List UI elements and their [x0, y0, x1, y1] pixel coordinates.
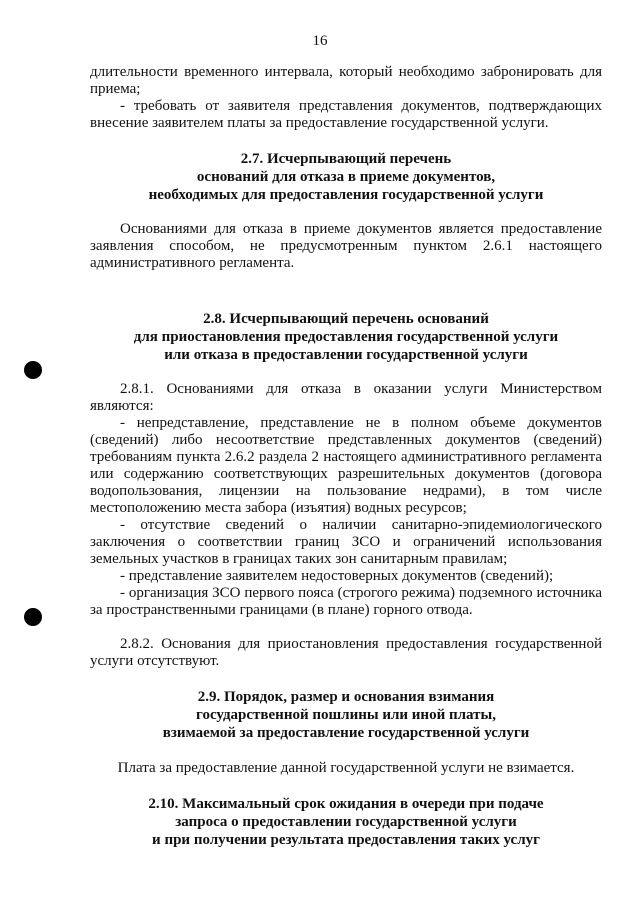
- punch-hole: [24, 608, 42, 626]
- heading-line: государственной пошлины или иной платы,: [196, 707, 496, 723]
- heading-line: 2.7. Исчерпывающий перечень: [240, 151, 452, 167]
- heading-line: 2.9. Порядок, размер и основания взимания: [197, 689, 495, 705]
- heading-line: и при получении результата предоставления таких услуг: [152, 832, 540, 848]
- paragraph-intro-list-item: - требовать от заявителя представления документов, подтверждающих внесение заявителем платы за предоставление государственной услуги.: [90, 98, 602, 131]
- heading-line: необходимых для предоставления государственной услуги: [148, 187, 544, 203]
- heading-line: запроса о предоставлении государственной услуги: [175, 814, 517, 830]
- document-body: [90, 64, 602, 849]
- page-number: 16: [312, 33, 328, 49]
- section-heading-2-8: [90, 310, 602, 364]
- paragraph-2-7: Основаниями для отказа в приеме документов является предоставление заявления способом, не предусмотренным пунктом 2.6.1 настоящего административного регламента.: [90, 221, 602, 271]
- heading-line: или отказа в предоставлении государственной услуги: [164, 347, 528, 363]
- paragraph-2-8-1-item-a: - непредставление, представление не в полном объеме документов (сведений) либо несоответствие представленных документов (сведений) требованиям пункта 2.6.2 раздела 2 настоящего административного регламента или содержанию соответствующих разрешительных документов (договора водопользования, лицензии на пользование недрами), в том числе местоположению места забора (изъятия) водных ресурсов;: [90, 415, 602, 516]
- paragraph-2-8-1-item-c: - представление заявителем недостоверных документов (сведений);: [120, 568, 554, 584]
- heading-line: 2.8. Исчерпывающий перечень оснований: [203, 311, 489, 327]
- section-heading-2-9: [90, 688, 602, 742]
- paragraph-2-9: Плата за предоставление данной государственной услуги не взимается.: [117, 760, 575, 776]
- heading-line: оснований для отказа в приеме документов,: [196, 169, 496, 185]
- paragraph-2-8-1: 2.8.1. Основаниями для отказа в оказании услуги Министерством являются:: [90, 381, 602, 414]
- section-heading-2-10: [90, 795, 602, 849]
- heading-line: 2.10. Максимальный срок ожидания в очереди при подаче: [148, 796, 544, 812]
- heading-line: для приостановления предоставления государственной услуги: [133, 329, 559, 345]
- punch-hole: [24, 361, 42, 379]
- paragraph-2-8-1-item-b: - отсутствие сведений о наличии санитарно-эпидемиологического заключения о соответствии границ ЗСО и ограничений использования земельных участков в границах таких зон санитарным правилам;: [90, 517, 602, 567]
- section-heading-2-7: [90, 150, 602, 204]
- heading-line: взимаемой за предоставление государственной услуги: [162, 725, 530, 741]
- paragraph-2-8-1-item-d: - организация ЗСО первого пояса (строгого режима) подземного источника за пространственными границами (в плане) горного отвода.: [90, 585, 602, 618]
- paragraph-intro-continuation: длительности временного интервала, который необходимо забронировать для приема;: [90, 64, 602, 97]
- paragraph-2-8-2: 2.8.2. Основания для приостановления предоставления государственной услуги отсутствуют.: [90, 636, 602, 669]
